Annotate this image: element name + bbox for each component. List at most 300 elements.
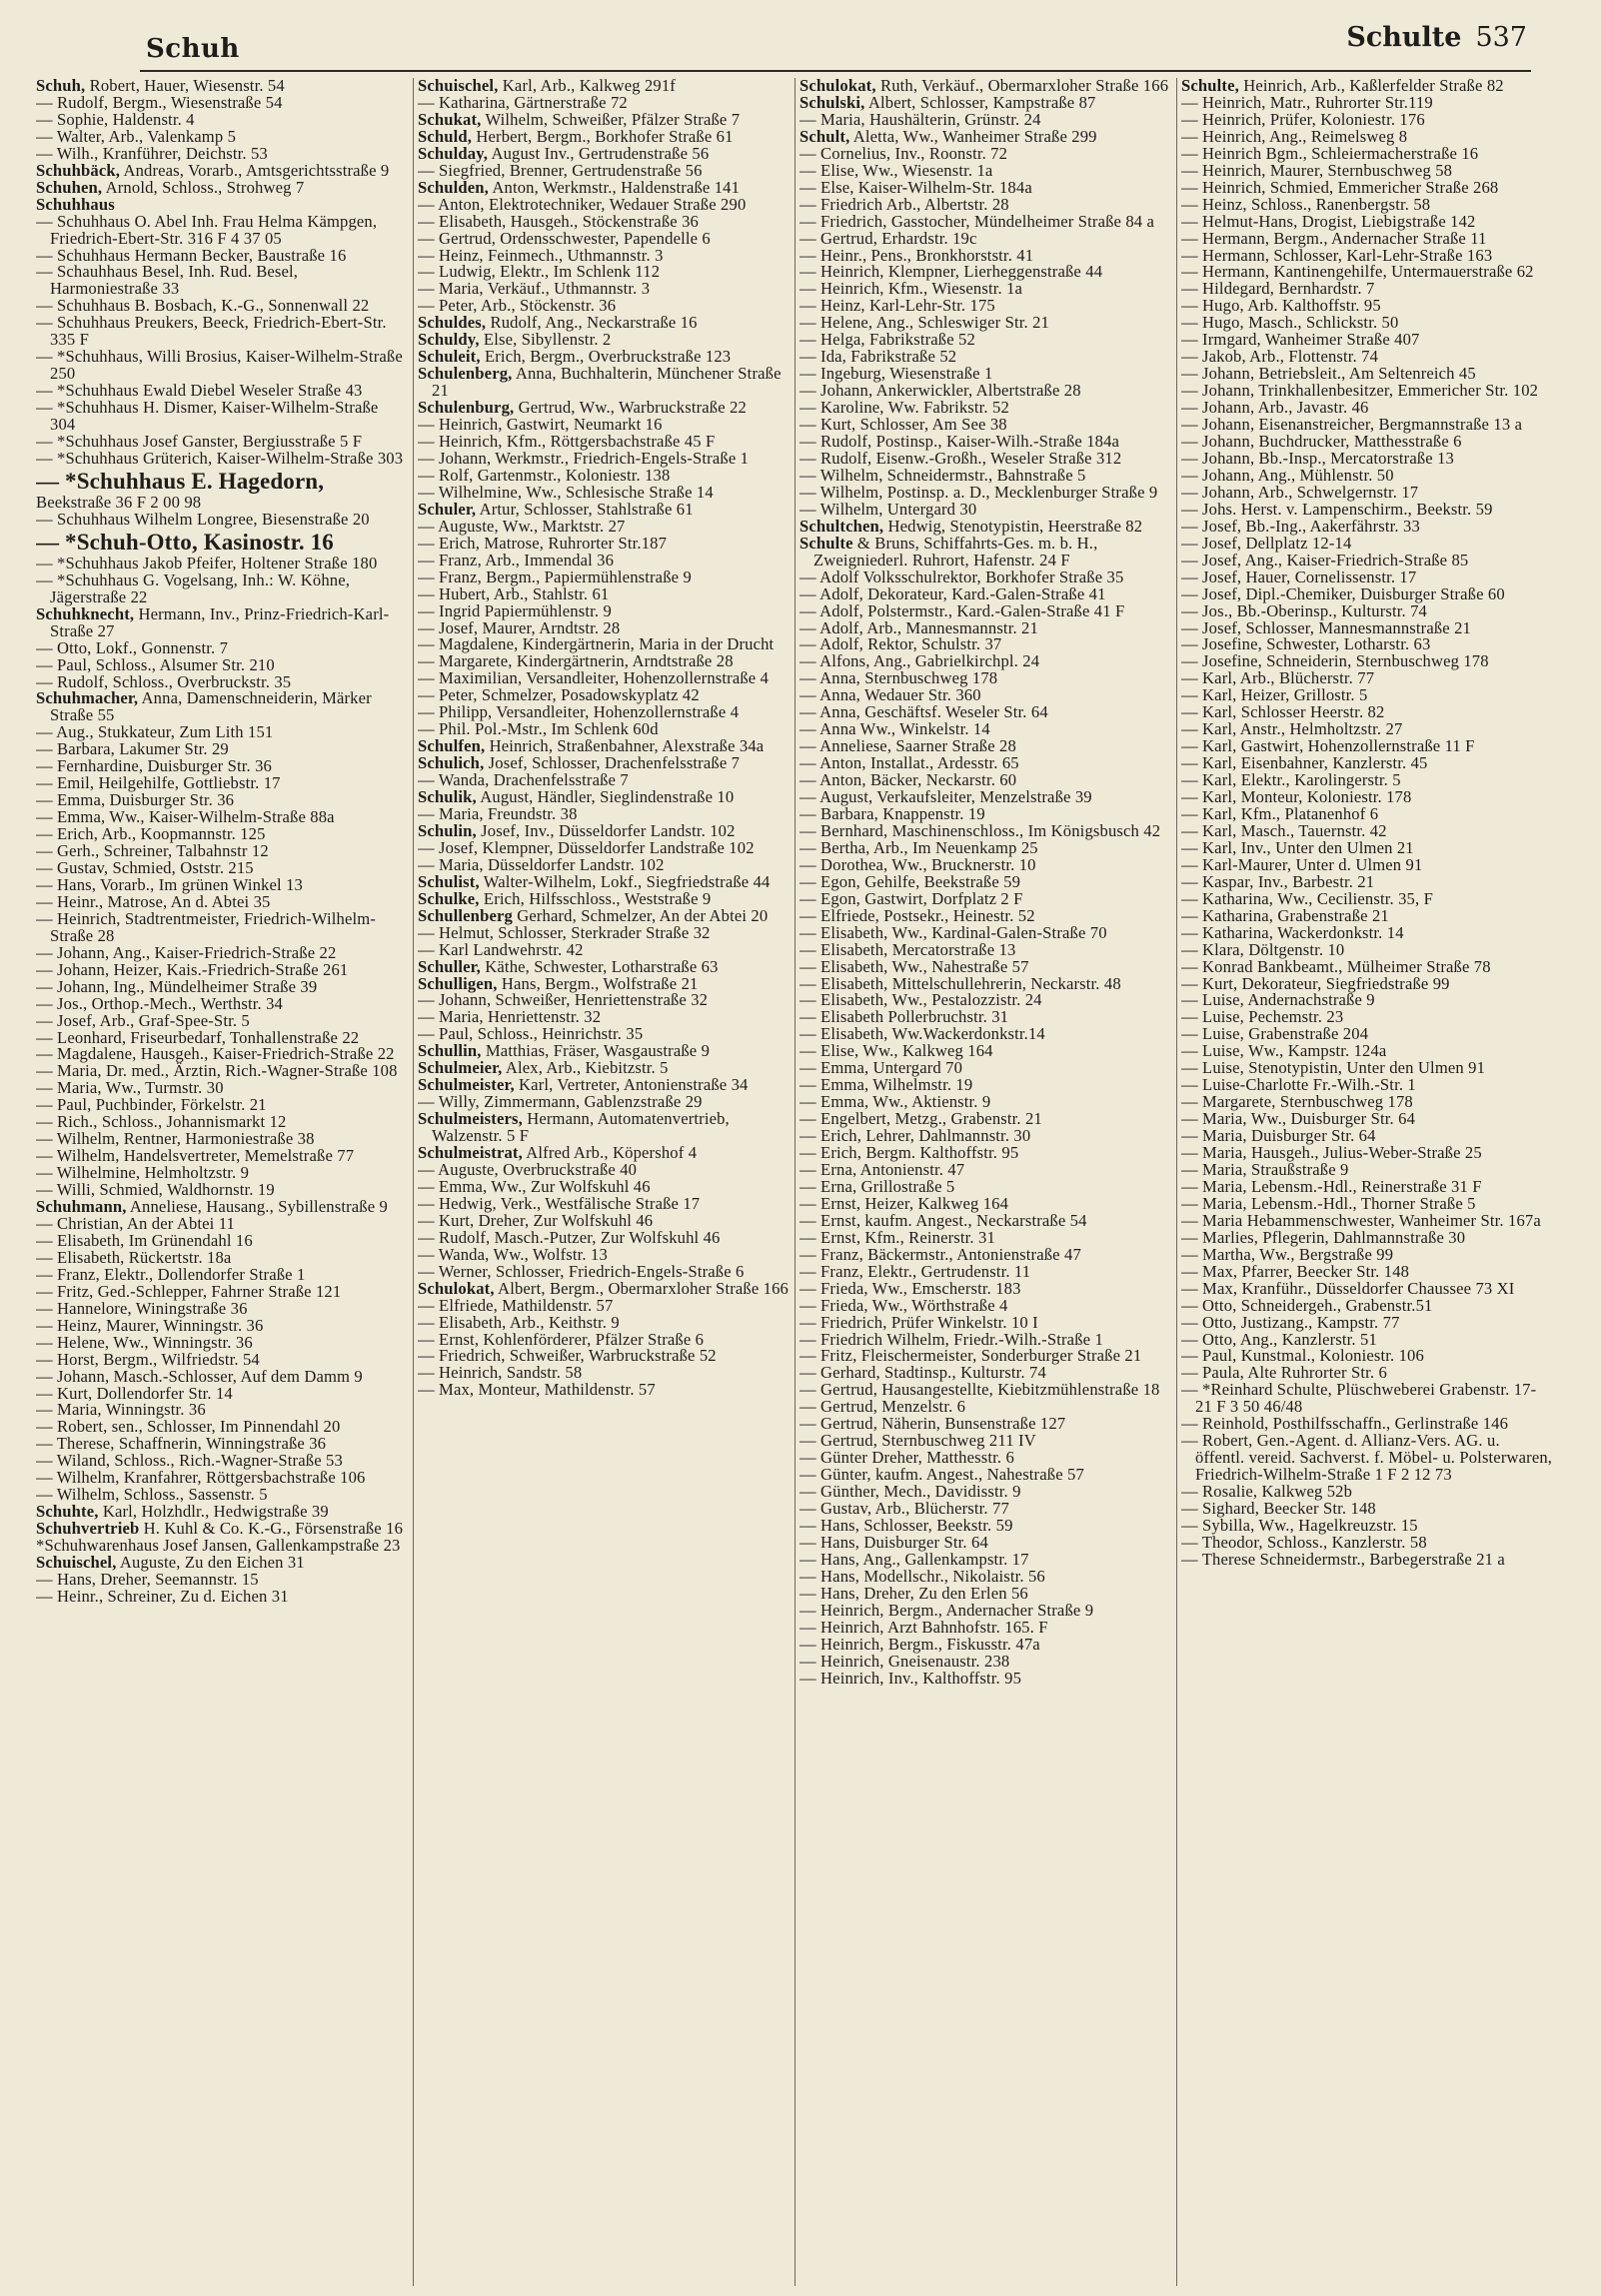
entry-text: Hermann, Automatenvertrieb, Walzenstr. 5 F: [432, 1109, 730, 1146]
entry-text: — Heinrich, Prüfer, Koloniestr. 176: [1181, 109, 1425, 129]
entry-surname: Schulist,: [418, 871, 480, 891]
entry-text: Aletta, Ww., Wanheimer Straße 299: [849, 126, 1097, 146]
entry-text: — Willi, Schmied, Waldhornstr. 19: [36, 1180, 275, 1200]
entry-text: — Josef, Hauer, Cornelissenstr. 17: [1181, 567, 1417, 586]
entry-text: — Wilhelmine, Helmholtzstr. 9: [36, 1163, 250, 1183]
entry-text: — Josefine, Schneiderin, Sternbuschweg 178: [1181, 651, 1489, 671]
entry-text: — Otto, Lokf., Gonnenstr. 7: [36, 637, 229, 657]
entry-text: — Kurt, Schlosser, Am See 38: [800, 415, 1007, 435]
entry-text: — Elisabeth, Hausgeh., Stöckenstraße 36: [418, 211, 699, 231]
entry-text: — Hans, Schlosser, Beekstr. 59: [800, 1516, 1013, 1536]
entry-text: — Günther, Mech., Davidisstr. 9: [800, 1482, 1021, 1502]
entry-surname: Schulfen,: [418, 736, 486, 756]
entry-text: — Ernst, kaufm. Angest., Neckarstraße 54: [800, 1210, 1087, 1230]
entry-text: — *Schuhhaus E. Hagedorn,: [36, 468, 325, 494]
entry-text: — Adolf, Dekorateur, Kard.-Galen-Straße 41: [800, 583, 1106, 603]
entry-text: — Christian, An der Abtei 11: [36, 1214, 236, 1233]
entry-text: — Cornelius, Inv., Roonstr. 72: [800, 143, 1008, 163]
entry-text: Alex, Arb., Kiebitzstr. 5: [502, 1058, 669, 1078]
entry-text: — Jakob, Arb., Flottenstr. 74: [1181, 347, 1379, 367]
entry-text: — Emil, Heilgehilfe, Gottliebstr. 17: [36, 773, 281, 793]
entry-text: — Ernst, Kohlenförderer, Pfälzer Straße 6: [418, 1329, 705, 1349]
directory-entry: [800, 1668, 1171, 1688]
entry-text: — Erna, Antonienstr. 47: [800, 1160, 965, 1179]
header-right: [1346, 22, 1527, 53]
entry-text: — Maria, Hausgeh., Julius-Weber-Straße 25: [1181, 1143, 1482, 1163]
entry-text: — *Schuhhaus G. Vogelsang, Inh.: W. Köhne, Jägerstraße 22: [36, 570, 351, 606]
entry-text: — Gerhard, Stadtinsp., Kulturstr. 74: [800, 1363, 1046, 1383]
entry-text: — Josef, Dellplatz 12-14: [1181, 533, 1352, 553]
entry-text: — Phil. Pol.-Mstr., Im Schlenk 60d: [418, 719, 659, 739]
entry-text: Alfred Arb., Köpershof 4: [522, 1143, 698, 1163]
entry-text: — Hermann, Bergm., Andernacher Straße 11: [1181, 228, 1487, 248]
entry-text: Else, Sibyllenstr. 2: [479, 330, 612, 350]
entry-text: — Josef, Maurer, Arndtstr. 28: [418, 617, 621, 637]
entry-text: — Auguste, Ww., Marktstr. 27: [418, 516, 626, 536]
entry-text: — Gustav, Arb., Blücherstr. 77: [800, 1499, 1009, 1519]
entry-text: — Alfons, Ang., Gabrielkirchpl. 24: [800, 651, 1040, 671]
entry-text: — Fritz, Fleischermeister, Sonderburger Straße 21: [800, 1346, 1142, 1366]
entry-text: — Gustav, Schmied, Oststr. 215: [36, 857, 254, 877]
entry-surname: Schullin,: [418, 1041, 482, 1061]
entry-text: — Erich, Lehrer, Dahlmannstr. 30: [800, 1126, 1031, 1146]
entry-text: August Inv., Gertrudenstraße 56: [488, 143, 710, 163]
entry-text: — Erna, Grillostraße 5: [800, 1176, 955, 1196]
entry-text: — Maria, Duisburger Str. 64: [1181, 1126, 1376, 1146]
entry-text: — Gertrud, Hausangestellte, Kiebitzmühlenstraße 18: [800, 1380, 1160, 1400]
entry-surname: Schuld,: [418, 126, 473, 146]
entry-text: — Gertrud, Sternbuschweg 211 IV: [800, 1431, 1036, 1451]
entry-text: — Maria, Haushälterin, Grünstr. 24: [800, 109, 1041, 129]
entry-text: — Franz, Bäckermstr., Antonienstraße 47: [800, 1244, 1081, 1264]
entry-text: — Erich, Matrose, Ruhrorter Str.187: [418, 533, 668, 553]
entry-text: Anton, Werkmstr., Haldenstraße 141: [488, 177, 741, 197]
entry-text: — Anton, Installat., Ardesstr. 65: [800, 753, 1019, 773]
entry-text: — Elisabeth, Arb., Keithstr. 9: [418, 1312, 620, 1332]
entry-text: — Emma, Wilhelmstr. 19: [800, 1075, 973, 1095]
entry-text: — Hedwig, Verk., Westfälische Straße 17: [418, 1193, 701, 1213]
entry-text: — Bernhard, Maschinenschloss., Im Königsbusch 42: [800, 820, 1161, 840]
entry-text: — Franz, Bergm., Papiermühlenstraße 9: [418, 567, 692, 586]
entry-text: — Elisabeth, Ww., Kardinal-Galen-Straße 70: [800, 922, 1107, 942]
entry-text: — Robert, sen., Schlosser, Im Pinnendahl 20: [36, 1417, 341, 1437]
entry-text: — Heinrich, Matr., Ruhrorter Str.119: [1181, 92, 1433, 112]
entry-surname: Schulski,: [800, 92, 865, 112]
entry-surname: Schulenburg,: [418, 398, 515, 418]
entry-text: — Magdalene, Kindergärtnerin, Maria in der Drucht: [418, 634, 775, 654]
entry-text: — Luise, Andernachstraße 9: [1181, 990, 1375, 1010]
entry-surname: Schuhhaus: [36, 194, 115, 214]
directory-entry: [418, 1111, 790, 1145]
entry-text: — Karl, Elektr., Karolingerstr. 5: [1181, 770, 1401, 790]
entry-text: — Paul, Kunstmal., Koloniestr. 106: [1181, 1346, 1424, 1366]
entry-text: — Paul, Puchbinder, Förkelstr. 21: [36, 1095, 267, 1115]
directory-entry: [1181, 1382, 1553, 1416]
entry-text: Karl, Holzhdlr., Hedwigstraße 39: [98, 1502, 329, 1522]
entry-text: — Adolf, Rektor, Schulstr. 37: [800, 634, 1002, 654]
entry-text: Josef, Inv., Düsseldorfer Landstr. 102: [476, 820, 736, 840]
entry-text: Andreas, Vorarb., Amtsgerichtsstraße 9: [120, 160, 390, 180]
entry-text: — Elise, Ww., Wiesenstr. 1a: [800, 160, 993, 180]
entry-text: — Max, Kranführ., Düsseldorfer Chaussee 73 XI: [1181, 1278, 1515, 1298]
entry-text: — Irmgard, Wanheimer Straße 407: [1181, 330, 1420, 350]
directory-entry: [418, 366, 790, 400]
directory-entry: [36, 400, 408, 434]
entry-text: — Heinrich, Stadtrentmeister, Friedrich-Wilhelm-Straße 28: [36, 908, 376, 945]
directory-entry: [36, 448, 408, 468]
column-divider: [413, 78, 414, 2286]
entry-surname: Schulik,: [418, 787, 477, 807]
entry-text: — Werner, Schlosser, Friedrich-Engels-Straße 6: [418, 1261, 745, 1281]
entry-text: & Bruns, Schiffahrts-Ges. m. b. H., Zweigniederl. Ruhrort, Hafenstr. 24 F: [813, 533, 1098, 570]
entry-text: Käthe, Schwester, Lotharstraße 63: [480, 956, 719, 976]
entry-text: — Schuhhaus Preukers, Beeck, Friedrich-Ebert-Str. 335 F: [36, 313, 387, 350]
entry-text: — Heinr., Schreiner, Zu d. Eichen 31: [36, 1586, 289, 1606]
entry-text: — Johann, Ing., Mündelheimer Straße 39: [36, 976, 318, 996]
entry-text: — Anna, Wedauer Str. 360: [800, 685, 981, 705]
entry-text: — Walter, Arb., Valenkamp 5: [36, 126, 237, 146]
column-divider: [795, 78, 796, 2286]
entry-text: — Elisabeth, Im Grünendahl 16: [36, 1230, 253, 1250]
entry-text: — Karl, Eisenbahner, Kanzlerstr. 45: [1181, 753, 1428, 773]
entry-text: Wilhelm, Schweißer, Pfälzer Straße 7: [481, 109, 741, 129]
entry-surname: Schulke,: [418, 888, 480, 908]
entry-text: — Heinr., Matrose, An d. Abtei 35: [36, 891, 271, 911]
entry-text: — Karl, Anstr., Helmholtzstr. 27: [1181, 719, 1403, 739]
entry-text: — Adolf, Polstermstr., Kard.-Galen-Straße 41 F: [800, 600, 1125, 620]
entry-text: — Johann, Bb.-Insp., Mercatorstraße 13: [1181, 448, 1454, 468]
entry-text: Walter-Wilhelm, Lokf., Siegfriedstraße 44: [479, 871, 771, 891]
entry-text: Anna, Buchhalterin, Münchener Straße 21: [432, 364, 782, 401]
entry-text: Karl, Vertreter, Antonienstraße 34: [514, 1075, 749, 1095]
entry-text: — Karl, Kfm., Platanenhof 6: [1181, 803, 1379, 823]
entry-text: — Heinrich, Sandstr. 58: [418, 1363, 583, 1383]
entry-text: — Ludwig, Elektr., Im Schlenk 112: [418, 262, 661, 282]
directory-column-4: [1181, 78, 1553, 2286]
entry-surname: Schuhte,: [36, 1502, 99, 1522]
entry-text: — Bertha, Arb., Im Neuenkamp 25: [800, 837, 1038, 857]
entry-text: — Elisabeth, Rückertstr. 18a: [36, 1247, 232, 1267]
entry-text: — Therese, Schaffnerin, Winningstraße 36: [36, 1434, 327, 1454]
entry-text: — Egon, Gastwirt, Dorfplatz 2 F: [800, 888, 1023, 908]
entry-text: — Engelbert, Metzg., Grabenstr. 21: [800, 1109, 1042, 1129]
entry-text: — Rich., Schloss., Johannismarkt 12: [36, 1112, 287, 1132]
entry-text: — Jos., Bb.-Oberinsp., Kulturstr. 74: [1181, 600, 1428, 620]
entry-text: — Margarete, Kindergärtnerin, Arndtstraße 28: [418, 651, 734, 671]
directory-entry: [1181, 1433, 1553, 1484]
entry-text: — Hans, Modellschr., Nikolaistr. 56: [800, 1566, 1045, 1586]
entry-text: — Leonhard, Friseurbedarf, Tonhallenstraße 22: [36, 1027, 360, 1047]
entry-text: — Luise, Stenotypistin, Unter den Ulmen 91: [1181, 1058, 1486, 1078]
directory-entry: [36, 570, 408, 606]
entry-text: — Hermann, Schlosser, Karl-Lehr-Straße 163: [1181, 245, 1493, 265]
entry-text: — Heinrich, Kfm., Wiesenstr. 1a: [800, 279, 1023, 299]
entry-text: Artur, Schlosser, Stahlstraße 61: [476, 499, 694, 519]
entry-text: — Rudolf, Schloss., Overbruckstr. 35: [36, 671, 292, 691]
entry-text: — Heinrich Bgm., Schleiermacherstraße 16: [1181, 143, 1479, 163]
entry-text: — Max, Pfarrer, Beecker Str. 148: [1181, 1261, 1410, 1281]
entry-text: Matthias, Fräser, Wasgaustraße 9: [481, 1041, 711, 1061]
entry-text: — Luise, Ww., Kampstr. 124a: [1181, 1041, 1387, 1061]
entry-text: — Frieda, Ww., Wörthstraße 4: [800, 1295, 1008, 1315]
entry-text: — Frieda, Ww., Emscherstr. 183: [800, 1278, 1021, 1298]
entry-text: — Rudolf, Postinsp., Kaiser-Wilh.-Straße 184a: [800, 432, 1120, 452]
entry-text: — Sophie, Haldenstr. 4: [36, 109, 195, 129]
entry-text: — Peter, Schmelzer, Posadowskyplatz 42: [418, 685, 700, 705]
entry-text: — Elisabeth, Ww.Wackerdonkstr.14: [800, 1024, 1045, 1044]
entry-text: — Wanda, Drachenfelsstraße 7: [418, 770, 629, 790]
entry-text: — Johann, Eisenanstreicher, Bergmannstraße 13 a: [1181, 415, 1523, 435]
entry-text: — Heinz, Schloss., Ranenbergstr. 58: [1181, 194, 1431, 214]
entry-text: — *Reinhard Schulte, Plüschweberei Grabenstr. 17-21 F 3 50 46/48: [1181, 1380, 1537, 1417]
entry-text: — Heinrich, Bergm., Andernacher Straße 9: [800, 1600, 1094, 1620]
entry-text: — Emma, Ww., Aktienstr. 9: [800, 1092, 991, 1112]
entry-text: — Otto, Schneidergeh., Grabenstr.51: [1181, 1295, 1433, 1315]
entry-surname: Schuldes,: [418, 313, 487, 333]
entry-text: — Heinrich, Inv., Kalthoffstr. 95: [800, 1668, 1022, 1688]
entry-text: — Paul, Schloss., Heinrichstr. 35: [418, 1024, 644, 1044]
entry-surname: Schuhen,: [36, 177, 103, 197]
entry-text: — Rudolf, Eisenw.-Großh., Weseler Straße 312: [800, 448, 1122, 468]
entry-text: — Egon, Gehilfe, Beekstraße 59: [800, 871, 1021, 891]
entry-text: — Maria, Freundstr. 38: [418, 803, 578, 823]
entry-text: — Günter, kaufm. Angest., Nahestraße 57: [800, 1465, 1084, 1485]
entry-text: — Katharina, Ww., Cecilienstr. 35, F: [1181, 888, 1433, 908]
entry-text: — Margarete, Sternbuschweg 178: [1181, 1092, 1413, 1112]
entry-text: — Karl, Schlosser Heerstr. 82: [1181, 702, 1385, 722]
entry-text: — Marlies, Pflegerin, Dahlmannstraße 30: [1181, 1227, 1466, 1247]
entry-text: — Heinrich, Maurer, Sternbuschweg 58: [1181, 160, 1453, 180]
entry-text: — Emma, Untergard 70: [800, 1058, 963, 1078]
entry-surname: Schulmeier,: [418, 1058, 503, 1078]
entry-text: — Heinz, Feinmech., Uthmannstr. 3: [418, 245, 664, 265]
entry-text: — Josef, Arb., Graf-Spee-Str. 5: [36, 1010, 250, 1030]
entry-text: Albert, Schlosser, Kampstraße 87: [864, 92, 1096, 112]
entry-text: Hans, Bergm., Wolfstraße 21: [497, 973, 699, 993]
entry-text: — Luise, Pechemstr. 23: [1181, 1007, 1344, 1027]
entry-text: — Hans, Dreher, Zu den Erlen 56: [800, 1583, 1028, 1603]
entry-text: — Heinrich, Ang., Reimelsweg 8: [1181, 126, 1408, 146]
entry-text: — Karl, Heizer, Grillostr. 5: [1181, 685, 1368, 705]
entry-text: — Emma, Ww., Kaiser-Wilhelm-Straße 88a: [36, 807, 335, 827]
entry-surname: Schuldy,: [418, 330, 480, 350]
entry-text: — Barbara, Knappenstr. 19: [800, 803, 985, 823]
entry-text: — Wilhelm, Kranfahrer, Röttgersbachstraße 106: [36, 1468, 366, 1488]
entry-text: — Günter Dreher, Matthesstr. 6: [800, 1448, 1014, 1468]
entry-text: — Hans, Dreher, Seemannstr. 15: [36, 1570, 259, 1590]
entry-surname: Schuller,: [418, 956, 481, 976]
entry-text: — Heinrich, Gastwirt, Neumarkt 16: [418, 415, 663, 435]
entry-text: — Elisabeth, Mercatorstraße 13: [800, 939, 1016, 959]
entry-text: — Josef, Schlosser, Mannesmannstraße 21: [1181, 617, 1471, 637]
entry-text: — Erich, Bergm. Kalthoffstr. 95: [800, 1143, 1019, 1163]
entry-surname: Schukat,: [418, 109, 482, 129]
entry-text: Heinrich, Arb., Kaßlerfelder Straße 82: [1238, 78, 1504, 95]
entry-text: — *Schuh-Otto, Kasinostr. 16: [36, 529, 334, 555]
entry-text: — Martha, Ww., Bergstraße 99: [1181, 1244, 1394, 1264]
entry-text: — Hildegard, Bernhardstr. 7: [1181, 279, 1375, 299]
entry-text: Robert, Hauer, Wiesenstr. 54: [85, 78, 285, 95]
entry-text: — Johann, Arb., Javastr. 46: [1181, 398, 1369, 418]
entry-text: — Hans, Ang., Gallenkampstr. 17: [800, 1549, 1029, 1569]
entry-text: — Karoline, Ww. Fabrikstr. 52: [800, 398, 1009, 418]
entry-text: — Heinz, Maurer, Winningstr. 36: [36, 1315, 264, 1335]
entry-surname: Schultchen,: [800, 516, 884, 536]
entry-surname: Schult,: [800, 126, 850, 146]
entry-surname: Schulte: [800, 533, 853, 553]
entry-text: — Johann, Werkmstr., Friedrich-Engels-Straße 1: [418, 448, 750, 468]
entry-text: — Hermann, Kantinengehilfe, Untermauerstraße 62: [1181, 262, 1534, 282]
entry-text: — Johann, Heizer, Kais.-Friedrich-Straße 261: [36, 959, 349, 979]
directory-entry: [418, 1382, 790, 1399]
entry-text: — Heinz, Karl-Lehr-Str. 175: [800, 296, 995, 316]
entry-text: — Else, Kaiser-Wilhelm-Str. 184a: [800, 177, 1032, 197]
entry-text: Anneliese, Hausang., Sybillenstraße 9: [126, 1197, 388, 1217]
entry-surname: Schulmeister,: [418, 1075, 515, 1095]
directory-columns: [36, 78, 1555, 2286]
entry-text: — Wanda, Ww., Wolfstr. 13: [418, 1244, 608, 1264]
header-left-title: Schuh: [146, 34, 240, 64]
entry-text: — Franz, Elektr., Gertrudenstr. 11: [800, 1261, 1031, 1281]
entry-text: — Kurt, Dreher, Zur Wolfskuhl 46: [418, 1210, 654, 1230]
entry-text: — Jos., Orthop.-Mech., Werthstr. 34: [36, 993, 283, 1013]
entry-surname: Schuhmann,: [36, 1197, 127, 1217]
entry-text: — Maria, Verkäuf., Uthmannstr. 3: [418, 279, 651, 299]
entry-text: *Schuhwarenhaus Josef Jansen, Gallenkampstraße 23: [36, 1536, 401, 1556]
directory-entry: [36, 603, 408, 640]
directory-entry: [36, 908, 408, 945]
entry-text: Erich, Bergm., Overbruckstraße 123: [480, 347, 732, 367]
entry-text: — Anna Ww., Winkelstr. 14: [800, 719, 990, 739]
entry-text: — Heinrich, Arzt Bahnhofstr. 165. F: [800, 1617, 1048, 1637]
entry-text: — Hans, Duisburger Str. 64: [800, 1532, 988, 1552]
entry-text: Ruth, Verkäuf., Obermarxloher Straße 166: [875, 78, 1169, 95]
entry-text: — Elisabeth, Mittelschullehrerin, Neckarstr. 48: [800, 973, 1121, 993]
entry-text: — Gertrud, Menzelstr. 6: [800, 1397, 966, 1417]
entry-text: — Elfriede, Mathildenstr. 57: [418, 1295, 614, 1315]
entry-text: Herbert, Bergm., Borkhofer Straße 61: [472, 126, 734, 146]
entry-text: — Paul, Schloss., Alsumer Str. 210: [36, 654, 275, 674]
entry-text: — Katharina, Gärtnerstraße 72: [418, 92, 628, 112]
entry-text: — Klara, Döltgenstr. 10: [1181, 939, 1345, 959]
entry-surname: Schullenberg: [418, 905, 513, 925]
entry-surname: Schulmeisters,: [418, 1109, 523, 1129]
entry-text: — Katharina, Grabenstraße 21: [1181, 905, 1389, 925]
entry-text: — Paula, Alte Ruhrorter Str. 6: [1181, 1363, 1387, 1383]
entry-text: — Anna, Sternbuschweg 178: [800, 668, 998, 688]
entry-text: — Franz, Arb., Immendal 36: [418, 550, 615, 570]
entry-text: — Josef, Bb.-Ing., Aakerfährstr. 33: [1181, 516, 1420, 536]
directory-entry: [36, 349, 408, 383]
entry-text: — Elfriede, Postsekr., Heinestr. 52: [800, 905, 1035, 925]
entry-text: — Maximilian, Versandleiter, Hohenzollernstraße 4: [418, 668, 770, 688]
entry-text: — Josef, Ang., Kaiser-Friedrich-Straße 85: [1181, 550, 1469, 570]
entry-text: — Helene, Ww., Winningstr. 36: [36, 1332, 253, 1352]
entry-text: — Kurt, Dollendorfer Str. 14: [36, 1383, 233, 1403]
directory-entry: [36, 1586, 408, 1606]
entry-text: — Sighard, Beecker Str. 148: [1181, 1499, 1376, 1519]
entry-text: — Josef, Dipl.-Chemiker, Duisburger Straße 60: [1181, 583, 1505, 603]
entry-text: — Rudolf, Bergm., Wiesenstraße 54: [36, 92, 283, 112]
entry-text: — Reinhold, Posthilfsschaffn., Gerlinstraße 146: [1181, 1414, 1509, 1434]
entry-text: — Hugo, Arb. Kalthoffstr. 95: [1181, 296, 1381, 316]
entry-text: — Gertrud, Erhardstr. 19c: [800, 228, 977, 248]
entry-text: — Wilhelm, Untergard 30: [800, 499, 977, 519]
column-divider: [1176, 78, 1177, 2286]
entry-text: August, Händler, Sieglindenstraße 10: [476, 787, 735, 807]
entry-surname: Schuhvertrieb: [36, 1519, 140, 1539]
entry-text: — Karl, Gastwirt, Hohenzollernstraße 11 F: [1181, 736, 1475, 756]
entry-text: — Karl-Maurer, Unter d. Ulmen 91: [1181, 854, 1423, 874]
entry-text: — Ernst, Kfm., Reinerstr. 31: [800, 1227, 995, 1247]
entry-text: — Friedrich Wilhelm, Friedr.-Wilh.-Straße 1: [800, 1329, 1103, 1349]
entry-text: — Auguste, Overbruckstraße 40: [418, 1160, 638, 1179]
entry-text: — August, Verkaufsleiter, Menzelstraße 39: [800, 787, 1092, 807]
entry-text: — Rolf, Gartenmstr., Koloniestr. 138: [418, 465, 671, 485]
entry-text: — Friedrich, Prüfer Winkelstr. 10 I: [800, 1312, 1038, 1332]
entry-surname: Schuhbäck,: [36, 160, 121, 180]
entry-text: — Elisabeth Pollerbruchstr. 31: [800, 1007, 1009, 1027]
entry-text: — Johann, Ankerwickler, Albertstraße 28: [800, 381, 1081, 401]
header-right-title: Schulte: [1346, 22, 1462, 53]
entry-text: — Wilhelmine, Ww., Schlesische Straße 14: [418, 482, 714, 502]
entry-text: — Karl, Arb., Blücherstr. 77: [1181, 668, 1375, 688]
entry-surname: Schuhmacher,: [36, 688, 139, 708]
entry-text: — Konrad Bankbeamt., Mülheimer Straße 78: [1181, 956, 1491, 976]
entry-text: — Johann, Arb., Schwelgernstr. 17: [1181, 482, 1419, 502]
entry-text: — Willy, Zimmermann, Gablenzstraße 29: [418, 1092, 703, 1112]
directory-entry: [36, 315, 408, 349]
entry-text: — Maria, Ww., Turmstr. 30: [36, 1078, 224, 1098]
entry-text: — *Schuhhaus, Willi Brosius, Kaiser-Wilhelm-Straße 250: [36, 347, 403, 384]
entry-text: Arnold, Schloss., Strohweg 7: [102, 177, 305, 197]
directory-column-2: [418, 78, 790, 2286]
entry-text: — Ernst, Heizer, Kalkweg 164: [800, 1193, 1009, 1213]
entry-text: — Gertrud, Näherin, Bunsenstraße 127: [800, 1414, 1066, 1434]
entry-text: — Johann, Masch.-Schlosser, Auf dem Damm 9: [36, 1366, 363, 1386]
entry-text: — Wilhelm, Handelsvertreter, Memelstraße 77: [36, 1146, 355, 1166]
entry-text: — Johann, Schweißer, Henriettenstraße 32: [418, 990, 709, 1010]
entry-text: — Rudolf, Masch.-Putzer, Zur Wolfskuhl 46: [418, 1227, 721, 1247]
entry-text: — Wilh., Kranführer, Deichstr. 53: [36, 143, 268, 163]
entry-text: — Johann, Ang., Kaiser-Friedrich-Straße 22: [36, 942, 337, 962]
entry-text: — Anna, Geschäftsf. Weseler Str. 64: [800, 702, 1048, 722]
directory-entry: [36, 211, 408, 248]
entry-text: Anna, Damenschneiderin, Märker Straße 55: [50, 688, 372, 725]
entry-text: — Otto, Ang., Kanzlerstr. 51: [1181, 1329, 1377, 1349]
entry-text: — Friedrich Arb., Albertstr. 28: [800, 194, 1009, 214]
entry-text: — Aug., Stukkateur, Zum Lith 151: [36, 722, 274, 742]
entry-text: — Johs. Herst. v. Lampenschirm., Beekstr. 59: [1181, 499, 1493, 519]
entry-text: — Robert, Gen.-Agent. d. Allianz-Vers. AG. u. öffentl. vereid. Sachverst. f. Möbel- u. Polsterwaren, Friedrich-Wilhelm-Straße 1 F 2 12 73: [1181, 1431, 1553, 1485]
entry-text: — Maria Hebammenschwester, Wanheimer Str. 167a: [1181, 1210, 1541, 1230]
directory-entry: [36, 468, 408, 495]
entry-text: — Heinrich, Gneisenaustr. 238: [800, 1651, 1010, 1671]
page-header: [140, 22, 1531, 72]
entry-text: — Ingeburg, Wiesenstraße 1: [800, 364, 993, 384]
entry-surname: Schuleit,: [418, 347, 481, 367]
directory-entry: [36, 690, 408, 724]
entry-text: Hermann, Inv., Prinz-Friedrich-Karl-Straße 27: [50, 603, 390, 640]
entry-text: — Philipp, Versandleiter, Hohenzollernstraße 4: [418, 702, 740, 722]
entry-text: — Katharina, Wackerdonkstr. 14: [1181, 922, 1404, 942]
entry-text: — *Schuhhaus Ewald Diebel Weseler Straße 43: [36, 381, 363, 401]
entry-text: — Josef, Klempner, Düsseldorfer Landstraße 102: [418, 837, 755, 857]
entry-text: — Fritz, Ged.-Schlepper, Fahrner Straße 121: [36, 1281, 342, 1301]
entry-text: — Johann, Ang., Mühlenstr. 50: [1181, 465, 1394, 485]
entry-text: — Heinr., Pens., Bronkhorststr. 41: [800, 245, 1034, 265]
entry-surname: Schulokat,: [800, 78, 876, 95]
